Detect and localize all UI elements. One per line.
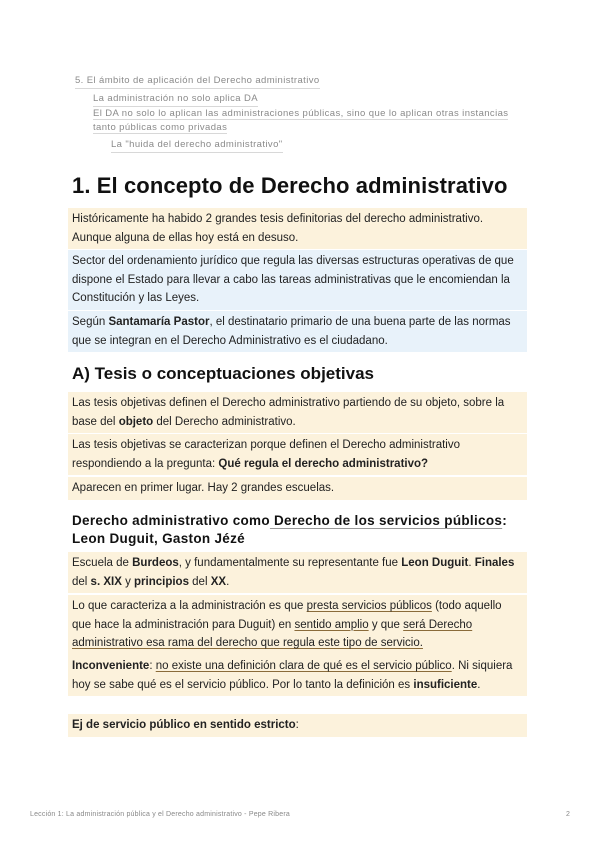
sa-p1-a: Las tesis objetivas definen el Derecho administrativo partiendo de su objeto, sobre la base del [72, 397, 505, 428]
section-a-heading: A) Tesis o conceptuaciones objetivas [72, 364, 374, 383]
page-title: 1. El concepto de Derecho administrativo [72, 173, 508, 198]
ss-p2-e: y que [368, 618, 404, 631]
ss-p1-b: Burdeos [132, 557, 179, 569]
ss-p2-b: presta servicios públicos [306, 600, 432, 612]
sa-p2-b: Qué regula el derecho administrativo? [218, 457, 429, 470]
ss-p3-b: : [149, 660, 156, 672]
ss-p1-c: , y fundamentalmente su representante fue [178, 557, 402, 569]
sub-h-b: Derecho de los servicios públicos [269, 513, 503, 528]
intro-p3-author: Santamaría Pastor [108, 316, 210, 328]
ss-p2-f: será Derecho administrativo esa rama del derecho que regula este tipo de servicio. [72, 618, 473, 649]
ss-p1-l: XX [210, 575, 227, 588]
section-a-paragraph-2 [68, 434, 527, 475]
ss-p1-g: del [72, 575, 91, 588]
ss-p2-a: Lo que caracteriza a la administración es que [72, 600, 307, 612]
subsection-heading [72, 512, 512, 548]
toc-item-huida[interactable]: La "huida del derecho administrativo" [111, 138, 283, 153]
ss-p2-c: (todo aquello que hace la administración para Duguit) en [72, 600, 502, 631]
subsection-paragraph-2 [68, 595, 527, 655]
sub-h-d: Leon Duguit, Gaston Jézé [72, 531, 245, 546]
sub-h-c: : [502, 513, 507, 528]
subsection-paragraph-3 [68, 655, 527, 696]
toc-item-administracion-aplica[interactable]: La administración no solo aplica DA [93, 92, 258, 107]
ss-p1-j: principios [134, 575, 189, 588]
sa-p2-a: Las tesis objetivas se caracterizan porque definen el Derecho administrativo respondiendo a la pregunta: [72, 439, 461, 470]
ss-p4-b: : [295, 719, 299, 731]
page-number: 2 [566, 811, 570, 818]
ss-p3-a: Inconveniente [72, 660, 150, 672]
subsection-paragraph-1 [68, 552, 527, 593]
ss-p3-c: no existe una definición clara de qué es el servicio público [155, 660, 452, 672]
ss-p1-d: Leon Duguit [401, 557, 469, 569]
ss-p1-m: . [226, 575, 230, 588]
sa-p1-c: del Derecho administrativo. [153, 415, 296, 428]
section-a-paragraph-1 [68, 392, 527, 433]
ss-p3-f: . [477, 678, 481, 691]
ss-p1-k: del [188, 575, 211, 588]
subsection-paragraph-4 [68, 714, 527, 737]
footer-text: Lección 1: La administración pública y el Derecho administrativo - Pepe Ribera [30, 811, 290, 818]
section-a-paragraph-3: Aparecen en primer lugar. Hay 2 grandes escuelas. [68, 477, 527, 500]
sub-h-a: Derecho administrativo como [72, 513, 270, 528]
ss-p3-e: insuficiente [413, 678, 478, 691]
intro-paragraph-1: Históricamente ha habido 2 grandes tesis definitorias del derecho administrativo. Aunque alguna de ellas hoy está en desuso. [68, 208, 527, 249]
toc-item-otras-instancias[interactable] [93, 107, 523, 135]
toc-item-otras-instancias-line1: El DA no solo lo aplican las administraciones públicas, sino que lo aplican otras instancias [93, 108, 509, 119]
intro-p3-text-a: Según [72, 316, 109, 328]
ss-p1-i: y [121, 575, 135, 588]
ss-p1-a: Escuela de [72, 557, 133, 569]
intro-p3-text-c: , el destinatario primario de una buena parte de las normas que se integran en el Derecho Administrativo es el ciudadano. [72, 316, 511, 347]
toc-item-otras-instancias-line2: tanto públicas como privadas [93, 122, 228, 133]
sa-p1-b: objeto [118, 415, 154, 428]
ss-p3-d: . Ni siquiera hoy se sabe qué es el servicio público. Por lo tanto la definición es [72, 660, 513, 691]
intro-paragraph-3 [68, 311, 527, 352]
ss-p2-d: sentido amplio [294, 618, 369, 631]
ss-p1-h: s. XIX [90, 575, 122, 588]
intro-paragraph-2: Sector del ordenamiento jurídico que regula las diversas estructuras operativas de que dispone el Estado para llevar a cabo las tareas administrativas que le encomiendan la Constitución y las Leyes. [68, 250, 527, 310]
ss-p1-e: . [468, 557, 475, 569]
ss-p4-a: Ej de servicio público en sentido estricto [72, 719, 296, 731]
toc-item-ambito[interactable]: 5. El ámbito de aplicación del Derecho administrativo [75, 74, 320, 89]
ss-p1-f: Finales [474, 557, 515, 569]
